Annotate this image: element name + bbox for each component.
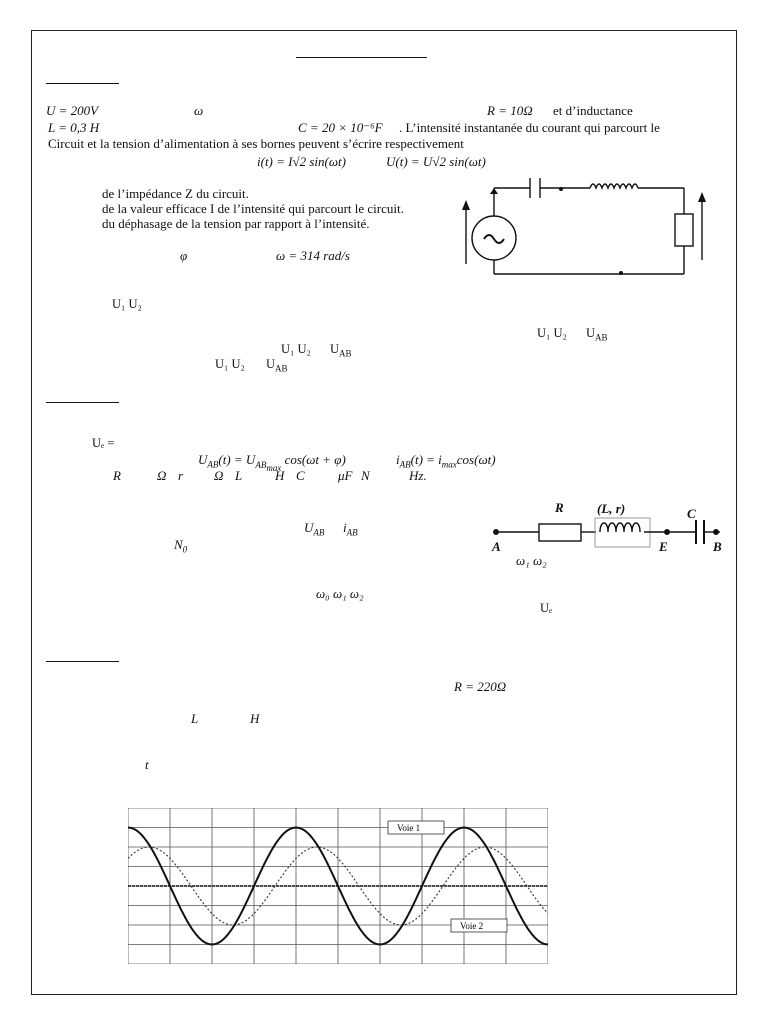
capacitor-label: C (687, 506, 696, 521)
param-l: L (235, 468, 243, 483)
resistor-label: R (555, 500, 564, 515)
param-r-small: r (178, 468, 184, 483)
legend-voie2 (451, 919, 507, 932)
node-e-label: E (659, 539, 668, 554)
n0-label: $N_0$ (174, 537, 188, 555)
phi-symbol: φ (180, 248, 188, 263)
given-line3: Circuit et la tension d’alimentation à ses bornes peuvent s’écrire respectivement (48, 136, 464, 151)
question-impedance: de l’impédance Z du circuit. (102, 186, 249, 201)
legend-voie2-label: Voie 2 (460, 921, 484, 931)
iab-label: $i_{AB}$ (343, 520, 358, 538)
h-symbol: H (250, 711, 260, 726)
question-phase: du déphasage de la tension par rapport à l’intensité. (102, 216, 370, 231)
given-resistance: R = 10Ω (487, 103, 533, 118)
uab-d: $U_{AB}$ (266, 357, 288, 374)
legend-voie1 (388, 821, 444, 834)
t-symbol: t (145, 757, 149, 772)
title-underline (296, 57, 427, 58)
ue-label: Uₑ (540, 601, 553, 615)
u1-u2-b: U₁ U₂ (537, 326, 567, 340)
param-c: C (296, 468, 305, 483)
series-circuit-diagram (482, 496, 732, 556)
uab-expression: $U_{AB}(t) = U_{AB_{max}}$ cos(ωt + φ) (198, 452, 346, 473)
uab-c: $U_{AB}$ (330, 342, 352, 359)
ue-equation: Uₑ = (92, 436, 115, 450)
equation-voltage: U(t) = U√2 sin(ωt) (386, 154, 486, 169)
node-b-label: B (713, 539, 722, 554)
param-hz: Hz. (409, 468, 427, 483)
given-inductance: L = 0,3 H (48, 120, 100, 135)
oscilloscope-chart (128, 808, 548, 964)
legend-voie1-label: Voie 1 (397, 823, 421, 833)
u1-u2-d: U₁ U₂ (215, 357, 245, 371)
u1-u2-a: U₁ U₂ (112, 297, 142, 311)
exercise3-heading-rule (46, 661, 119, 662)
given-inductance-text: et d’inductance (553, 103, 633, 118)
omega-value: ω = 314 rad/s (276, 248, 350, 263)
given-capacitance: C = 20 × 10⁻⁶F (298, 120, 383, 135)
given-voltage: U = 200V (46, 103, 99, 118)
uab-b: $U_{AB}$ (586, 326, 608, 343)
param-h: H (275, 468, 285, 483)
omegas-label: ω₀ ω₁ ω₂ (316, 586, 364, 601)
question-current: de la valeur efficace I de l’intensité qui parcourt le circuit. (102, 201, 404, 216)
inductor-label: (L, r) (597, 501, 626, 516)
rlc-circuit-diagram (460, 172, 710, 282)
iab-expression: $i_{AB}(t) = i_{max}\cos(\omega t)$ (396, 452, 496, 470)
given-current-text: . L’intensité instantanée du courant qui parcourt le (399, 120, 660, 135)
r-value: R = 220Ω (454, 679, 507, 694)
l-symbol: L (191, 711, 199, 726)
u1-u2-c: U₁ U₂ (281, 342, 311, 356)
param-uf: μF (338, 468, 353, 483)
exercise1-heading-rule (46, 83, 119, 84)
exercise2-heading-rule (46, 402, 119, 403)
param-ohm1: Ω (157, 468, 167, 483)
param-r: R (113, 468, 121, 483)
given-omega: ω (194, 103, 204, 118)
equation-current: i(t) = I√2 sin(ωt) (257, 154, 346, 169)
param-n: N (361, 468, 370, 483)
node-a-label: A (492, 539, 501, 554)
omega12-label: ω₁ ω₂ (516, 553, 547, 568)
param-ohm2: Ω (214, 468, 224, 483)
uab-label: $U_{AB}$ (304, 520, 325, 538)
